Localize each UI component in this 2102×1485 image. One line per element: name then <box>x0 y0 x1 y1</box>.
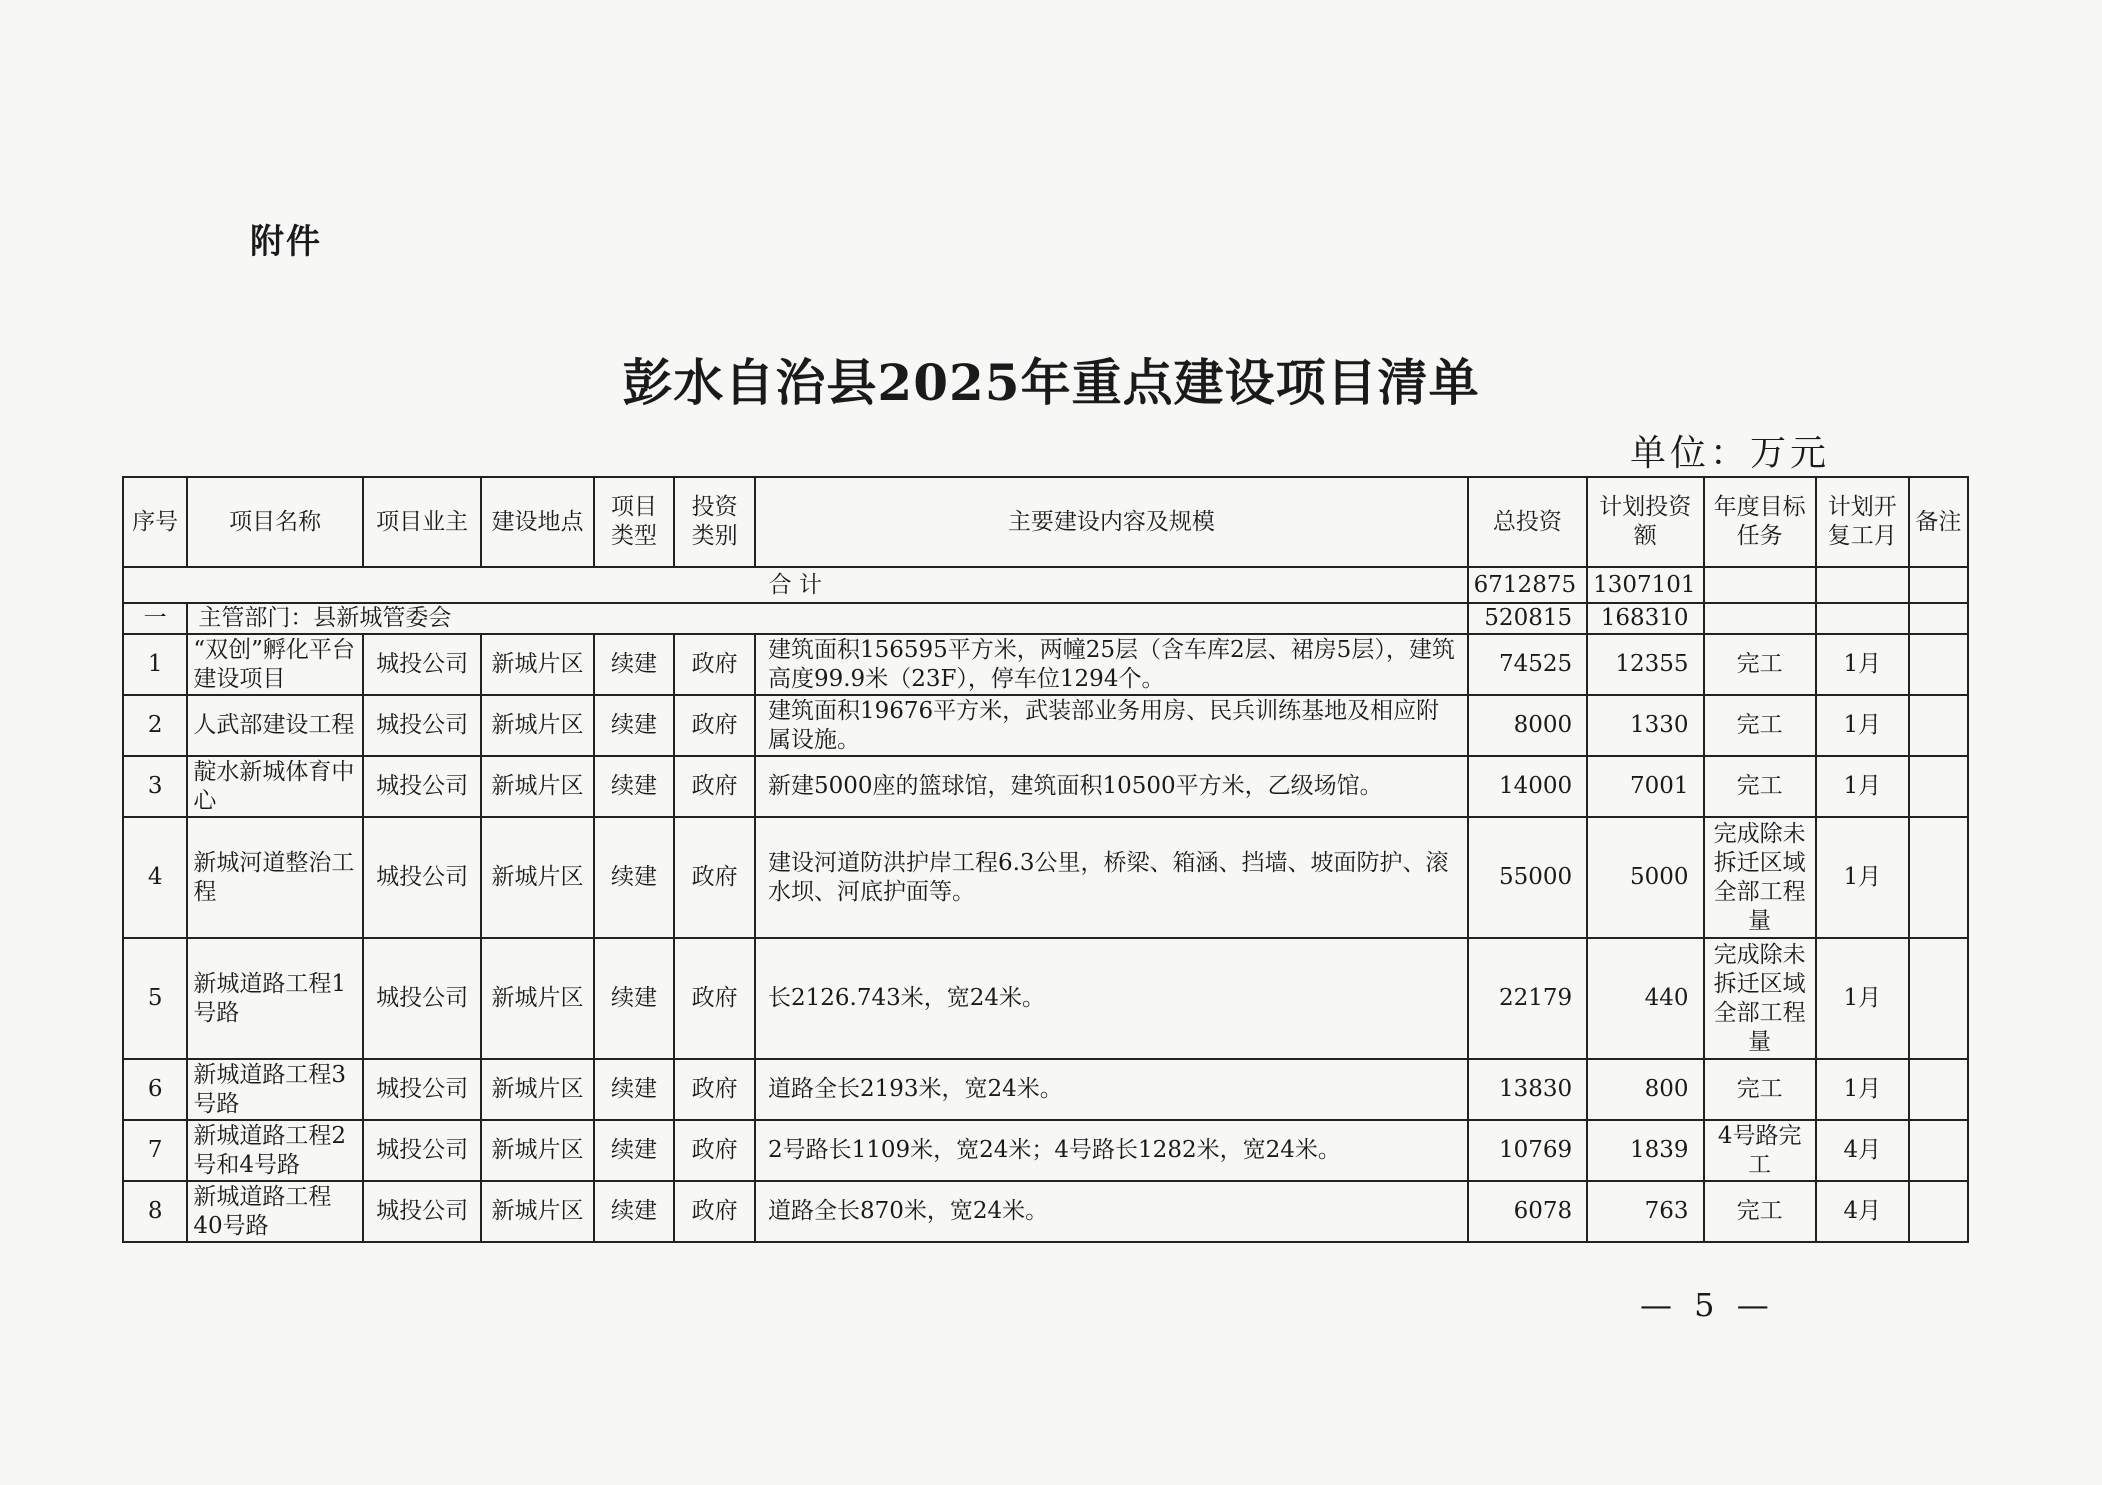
group-label: 主管部门：县新城管委会 <box>187 603 1467 634</box>
row-name: 新城河道整治工程 <box>187 817 363 938</box>
table-row <box>123 695 1968 756</box>
row-month: 4月 <box>1816 1120 1909 1181</box>
row-target: 完工 <box>1704 1059 1816 1120</box>
row-type: 续建 <box>594 1120 675 1181</box>
row-content: 长2126.743米，宽24米。 <box>755 938 1468 1059</box>
row-planned: 12355 <box>1587 634 1703 695</box>
row-month: 1月 <box>1816 1059 1909 1120</box>
row-total: 55000 <box>1468 817 1587 938</box>
row-type: 续建 <box>594 634 675 695</box>
row-seq: 8 <box>123 1181 187 1242</box>
table-row <box>123 1120 1968 1181</box>
row-remark <box>1909 695 1968 756</box>
table-row <box>123 634 1968 695</box>
header-seq: 序号 <box>123 477 187 567</box>
row-type: 续建 <box>594 938 675 1059</box>
row-owner: 城投公司 <box>363 817 481 938</box>
header-month: 计划开复工月 <box>1816 477 1909 567</box>
header-content: 主要建设内容及规模 <box>755 477 1468 567</box>
header-invest-type: 投资类别 <box>674 477 755 567</box>
row-owner: 城投公司 <box>363 695 481 756</box>
row-type: 续建 <box>594 695 675 756</box>
attachment-label: 附件 <box>250 222 322 262</box>
header-location: 建设地点 <box>481 477 593 567</box>
row-location: 新城片区 <box>481 756 593 817</box>
row-total: 13830 <box>1468 1059 1587 1120</box>
row-invest-type: 政府 <box>674 1120 755 1181</box>
row-location: 新城片区 <box>481 634 593 695</box>
row-name: 靛水新城体育中心 <box>187 756 363 817</box>
row-content: 道路全长870米，宽24米。 <box>755 1181 1468 1242</box>
group-row <box>123 603 1968 634</box>
row-total: 8000 <box>1468 695 1587 756</box>
row-owner: 城投公司 <box>363 1059 481 1120</box>
row-content: 道路全长2193米，宽24米。 <box>755 1059 1468 1120</box>
row-target: 完工 <box>1704 756 1816 817</box>
row-name: 新城道路工程40号路 <box>187 1181 363 1242</box>
header-total: 总投资 <box>1468 477 1587 567</box>
row-invest-type: 政府 <box>674 1059 755 1120</box>
table-row <box>123 1059 1968 1120</box>
header-type: 项目类型 <box>594 477 675 567</box>
row-planned: 1330 <box>1587 695 1703 756</box>
row-seq: 6 <box>123 1059 187 1120</box>
row-type: 续建 <box>594 1059 675 1120</box>
row-remark <box>1909 817 1968 938</box>
row-planned: 440 <box>1587 938 1703 1059</box>
row-total: 22179 <box>1468 938 1587 1059</box>
row-planned: 5000 <box>1587 817 1703 938</box>
row-remark <box>1909 1059 1968 1120</box>
row-remark <box>1909 1181 1968 1242</box>
row-owner: 城投公司 <box>363 938 481 1059</box>
unit-label: 单位：万元 <box>1630 433 1831 474</box>
row-invest-type: 政府 <box>674 756 755 817</box>
row-name: 新城道路工程1号路 <box>187 938 363 1059</box>
header-planned: 计划投资额 <box>1587 477 1703 567</box>
row-month: 1月 <box>1816 817 1909 938</box>
row-seq: 4 <box>123 817 187 938</box>
row-owner: 城投公司 <box>363 1181 481 1242</box>
row-total: 74525 <box>1468 634 1587 695</box>
row-total: 10769 <box>1468 1120 1587 1181</box>
row-total: 6078 <box>1468 1181 1587 1242</box>
row-target: 完成除未拆迁区域全部工程量 <box>1704 938 1816 1059</box>
header-row <box>123 477 1968 567</box>
row-planned: 7001 <box>1587 756 1703 817</box>
row-seq: 5 <box>123 938 187 1059</box>
table-row <box>123 756 1968 817</box>
row-location: 新城片区 <box>481 817 593 938</box>
header-remark: 备注 <box>1909 477 1968 567</box>
row-target: 完工 <box>1704 695 1816 756</box>
row-seq: 1 <box>123 634 187 695</box>
row-target: 完工 <box>1704 1181 1816 1242</box>
row-remark <box>1909 756 1968 817</box>
table-row <box>123 1181 1968 1242</box>
row-location: 新城片区 <box>481 1120 593 1181</box>
row-content: 新建5000座的篮球馆，建筑面积10500平方米，乙级场馆。 <box>755 756 1468 817</box>
row-content: 建筑面积156595平方米，两幢25层（含车库2层、裙房5层），建筑高度99.9米（23F），停车位1294个。 <box>755 634 1468 695</box>
document-title: 彭水自治县2025年重点建设项目清单 <box>622 353 1480 412</box>
row-invest-type: 政府 <box>674 817 755 938</box>
row-seq: 3 <box>123 756 187 817</box>
row-planned: 763 <box>1587 1181 1703 1242</box>
row-type: 续建 <box>594 1181 675 1242</box>
row-location: 新城片区 <box>481 695 593 756</box>
row-owner: 城投公司 <box>363 756 481 817</box>
row-seq: 2 <box>123 695 187 756</box>
row-seq: 7 <box>123 1120 187 1181</box>
group-total: 520815 <box>1468 603 1587 634</box>
row-invest-type: 政府 <box>674 695 755 756</box>
row-location: 新城片区 <box>481 938 593 1059</box>
row-month: 4月 <box>1816 1181 1909 1242</box>
row-location: 新城片区 <box>481 1059 593 1120</box>
row-target: 完成除未拆迁区域全部工程量 <box>1704 817 1816 938</box>
row-type: 续建 <box>594 756 675 817</box>
row-content: 2号路长1109米，宽24米；4号路长1282米，宽24米。 <box>755 1120 1468 1181</box>
row-month: 1月 <box>1816 695 1909 756</box>
group-seq: 一 <box>123 603 187 634</box>
row-owner: 城投公司 <box>363 1120 481 1181</box>
row-month: 1月 <box>1816 634 1909 695</box>
total-investment: 6712875 <box>1468 567 1587 603</box>
page-number: — 5 — <box>1640 1286 1775 1324</box>
total-row <box>123 567 1968 603</box>
row-owner: 城投公司 <box>363 634 481 695</box>
row-planned: 800 <box>1587 1059 1703 1120</box>
row-invest-type: 政府 <box>674 938 755 1059</box>
table-row <box>123 938 1968 1059</box>
row-invest-type: 政府 <box>674 1181 755 1242</box>
row-invest-type: 政府 <box>674 634 755 695</box>
row-planned: 1839 <box>1587 1120 1703 1181</box>
row-month: 1月 <box>1816 938 1909 1059</box>
row-remark <box>1909 634 1968 695</box>
header-name: 项目名称 <box>187 477 363 567</box>
row-name: 新城道路工程3号路 <box>187 1059 363 1120</box>
row-name: 新城道路工程2号和4号路 <box>187 1120 363 1181</box>
row-target: 完工 <box>1704 634 1816 695</box>
row-location: 新城片区 <box>481 1181 593 1242</box>
row-content: 建设河道防洪护岸工程6.3公里，桥梁、箱涵、挡墙、坡面防护、滚水坝、河底护面等。 <box>755 817 1468 938</box>
row-remark <box>1909 1120 1968 1181</box>
total-planned: 1307101 <box>1587 567 1703 603</box>
row-remark <box>1909 938 1968 1059</box>
row-content: 建筑面积19676平方米，武装部业务用房、民兵训练基地及相应附属设施。 <box>755 695 1468 756</box>
header-target: 年度目标任务 <box>1704 477 1816 567</box>
row-total: 14000 <box>1468 756 1587 817</box>
total-label: 合 计 <box>123 567 1468 603</box>
header-owner: 项目业主 <box>363 477 481 567</box>
row-type: 续建 <box>594 817 675 938</box>
row-target: 4号路完工 <box>1704 1120 1816 1181</box>
group-planned: 168310 <box>1587 603 1703 634</box>
row-month: 1月 <box>1816 756 1909 817</box>
row-name: “双创”孵化平台建设项目 <box>187 634 363 695</box>
project-table <box>122 476 1969 1243</box>
table-row <box>123 817 1968 938</box>
row-name: 人武部建设工程 <box>187 695 363 756</box>
